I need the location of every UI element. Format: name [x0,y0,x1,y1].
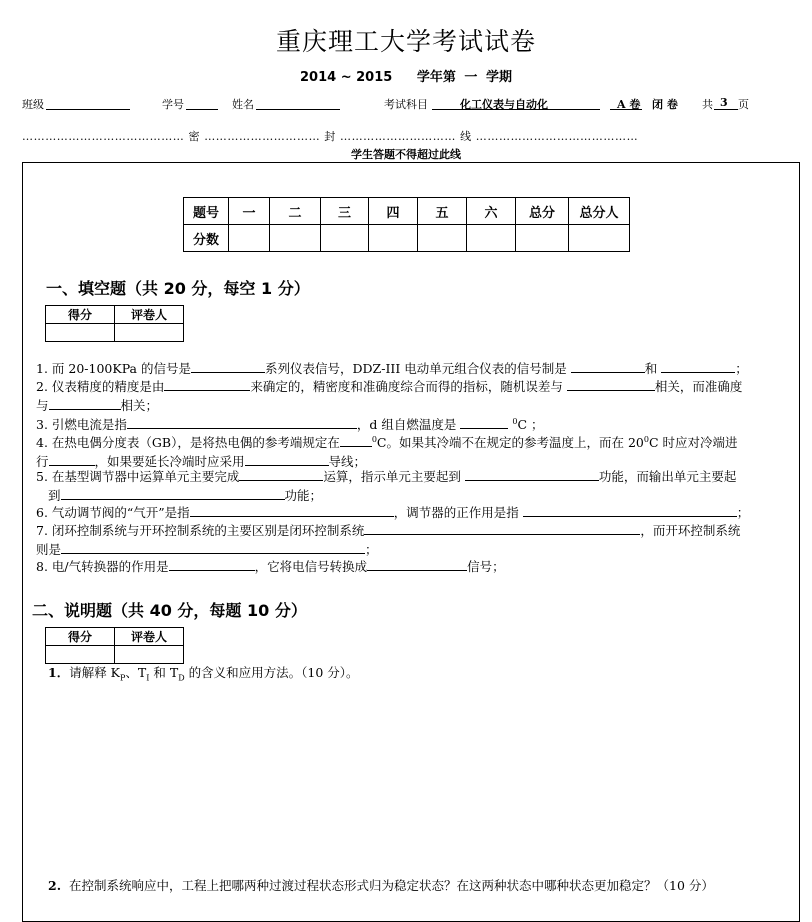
question-1-6: 6. 气动调节阀的“气开”是指 ，调节器的正作用是指 ； [36,505,750,520]
student-no-field[interactable] [186,109,218,110]
question-1-5: 5. 在基型调节器中运算单元主要完成 运算，指示单元主要起到 功能，而输出单元主要起 到 功能； [36,469,737,503]
answer-area-2-1[interactable] [48,700,778,870]
academic-year-suffix: 学年第 一 学期 [416,70,512,85]
paper-version: A 卷 [617,98,641,111]
score-cell[interactable] [321,225,369,252]
blank[interactable] [245,452,329,466]
score-cell[interactable] [270,225,321,252]
section1-title: 一、填空题（共 20 分，每空 1 分） [46,279,310,298]
grader-reviewer-cell[interactable] [115,646,184,664]
grader-reviewer-label: 评卷人 [115,306,184,324]
exam-title: 重庆理工大学考试试卷 [275,27,536,56]
score-header-cell: 总分人 [569,198,630,225]
grader-score-cell[interactable] [46,324,115,342]
question-1-3: 3. 引燃电流是指 ，d 组自燃温度是 $^0$C ； [36,417,544,433]
pages-suffix: 页 [738,98,749,111]
question-2-1: 1．请解释 $K_P$、$T_I$ 和 $T_D$ 的含义和应用方法。（10 分）。 [48,665,359,683]
question-1-1: 1. 而 20-100KPa 的信号是 系列仪表信号，DDZ-III 电动单元组合仪表的信号制是 和 ； [36,361,748,376]
seal-line: …………………………………… 密 ………………………… 封 ………………………… 线 …………………………………… [22,130,639,143]
seal-notice: 学生答题不得超过此线 [351,148,461,161]
grader-reviewer-cell[interactable] [115,324,184,342]
name-label: 姓名 [232,98,254,111]
score-table-header-row [184,198,630,225]
blank[interactable] [169,557,255,571]
score-cell[interactable] [569,225,630,252]
section1-grader-table [45,305,184,342]
question-1-7: 7. 闭环控制系统与开环控制系统的主要区别是闭环控制系统 ，而开环控制系统 则是 ； [36,523,741,557]
score-cell[interactable] [418,225,467,252]
score-cell[interactable] [369,225,418,252]
blank[interactable] [49,396,121,410]
score-header-cell: 四 [369,198,418,225]
blank[interactable] [661,359,735,373]
score-header-cell: 五 [418,198,467,225]
subject-label: 考试科目 [384,98,428,111]
class-label: 班级 [22,98,44,111]
name-field[interactable] [256,109,340,110]
score-row-label: 分数 [184,225,229,252]
blank[interactable] [239,467,323,481]
class-field[interactable] [46,109,130,110]
score-table-value-row [184,225,630,252]
section2-title: 二、说明题（共 40 分，每题 10 分） [32,601,307,620]
pages-prefix: 共 [702,98,713,111]
blank[interactable] [191,359,265,373]
blank[interactable] [127,415,357,429]
blank[interactable] [340,433,372,447]
academic-term [0,66,812,85]
score-cell[interactable] [229,225,270,252]
score-cell[interactable] [467,225,516,252]
grader-score-label: 得分 [46,628,115,646]
score-header-cell: 三 [321,198,369,225]
student-no-label: 学号 [162,98,184,111]
question-1-2: 2. 仪表精度的精度是由 来确定的，精密度和准确度综合而得的指标，随机误差与 相关，而准确度 与 相关； [36,379,743,413]
blank[interactable] [523,503,737,517]
score-cell[interactable] [516,225,569,252]
subject-name: 化工仪表与自动化 [460,98,548,111]
grader-score-label: 得分 [46,306,115,324]
blank[interactable] [164,377,250,391]
exam-type: 闭 卷 [652,98,678,111]
question-2-2: 2. 在控制系统响应中，工程上把哪两种过渡过程状态形式归为稳定状态？在这两种状态中哪种状态更加稳定？（10 分） [48,878,714,893]
score-header-cell: 六 [467,198,516,225]
score-header-cell: 二 [270,198,321,225]
question-1-4: 4. 在热电偶分度表（GB），是将热电偶的参考端规定在 $^0$C。如果其冷端不在规定的参考温度上，而在 $20^0C$ 时应对冷端进 行 ，如果要延长冷端时应采用 导线； [36,435,738,470]
academic-year: 2014 ~ 2015 [300,70,393,85]
blank[interactable] [190,503,394,517]
blank[interactable] [61,540,365,554]
grader-score-cell[interactable] [46,646,115,664]
blank[interactable] [571,359,645,373]
blank[interactable] [61,486,285,500]
pages-underline [714,109,738,110]
question-1-8: 8. 电/气转换器的作用是 ，它将电信号转换成 信号； [36,559,505,574]
blank[interactable] [49,452,95,466]
blank[interactable] [465,467,599,481]
score-header-cell: 总分 [516,198,569,225]
score-header-cell: 题号 [184,198,229,225]
grader-reviewer-label: 评卷人 [115,628,184,646]
blank[interactable] [364,521,640,535]
blank[interactable] [460,415,508,429]
section2-grader-table [45,627,184,664]
blank[interactable] [367,557,467,571]
page-count: 3 [720,96,728,109]
score-table [183,197,630,252]
score-header-cell: 一 [229,198,270,225]
blank[interactable] [567,377,655,391]
